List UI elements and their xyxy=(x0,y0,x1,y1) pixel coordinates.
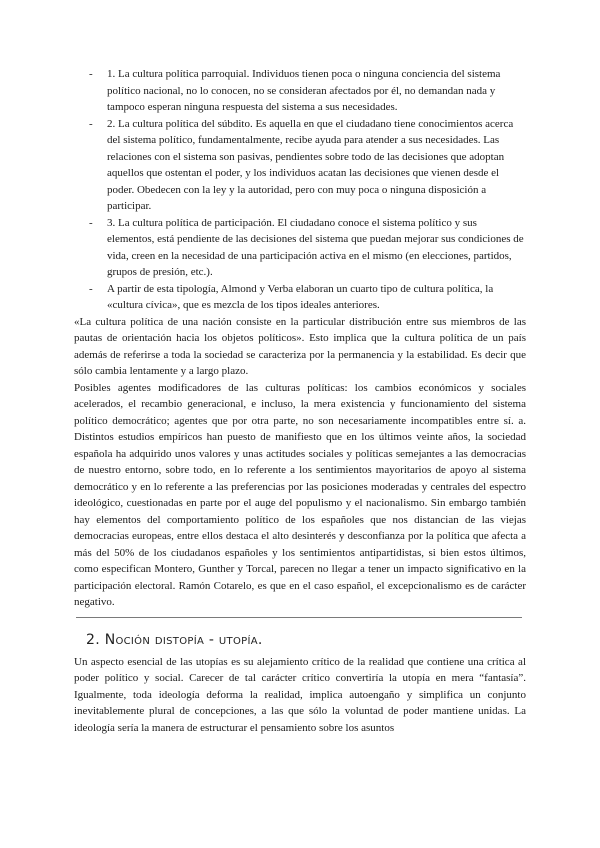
section-heading: 2. Noción distopía - utopía. xyxy=(86,631,263,648)
list-item-text: A partir de esta tipología, Almond y Verba elaboran un cuarto tipo de cultura política, la «cultura cívica», que es mezcla de los tipos ideales anteriores. xyxy=(107,282,494,311)
list-bullet: - xyxy=(89,216,93,229)
political-culture-list xyxy=(74,66,526,314)
definition-paragraph: «La cultura política de una nación consiste en la particular distribución entre sus miembros de las pautas de orientación hacia los objetos políticos». Esto implica que la cultura política de un país además de referirse a toda la sociedad se caracteriza por la permanencia y la estabilidad. Es decir que sólo cambia lentamente y a largo plazo. xyxy=(74,315,526,377)
agents-paragraph: Posibles agentes modificadores de las culturas políticas: los cambios económicos y sociales acelerados, el recambio generacional, e incluso, la mera existencia y funcionamiento del sistema político democrático; agentes que por otra parte, no son necesariamente incompatibles entre sí. a. Distintos estudios empíricos han puesto de manifiesto que en los últimos veinte años, la sociedad española ha adquirido unos valores y unas actitudes sociales y políticas semejantes a las democracias de nuestro entorno, sobre todo, en lo referente a los sentimientos mayoritarios de apoyo al sistema democrático y en lo referente a las preferencias por las posiciones moderadas y centrales del espectro ideológico, cuestionadas en parte por el auge del populismo y el nacionalismo. Sin embargo también hay elementos del comportamiento político de los españoles que nos distancian de las viejas democracias europeas, entre ellos destaca el alto desinterés y desconfianza por la política que afecta a más del 50% de los ciudadanos españoles y los sentimientos antipartidistas, si bien estos últimos, como especifican Montero, Gunther y Torcal, parecen no llegar a tener un impacto significativo en la participación electoral. Ramón Cotarelo, es que en el caso español, el excepcionalismo es de carácter negativo. xyxy=(74,381,526,608)
page-content xyxy=(74,66,526,736)
list-item-text: 2. La cultura política del súbdito. Es aquella en que el ciudadano tiene conocimientos acerca del sistema político, fundamentalmente, recibe ayuda para atender a sus necesidades. Las relaciones con el sistema son pasivas, pendientes sobre todo de las decisiones que adoptan aquellos que ostentan el poder, y los individuos acatan las decisiones que vienen desde el poder. Obedecen con la ley y la autoridad, pero con muy poca o ninguna disposición a participar. xyxy=(107,117,514,212)
section-divider xyxy=(76,617,522,618)
list-item xyxy=(74,116,526,215)
list-bullet: - xyxy=(89,117,93,130)
list-item xyxy=(74,66,526,116)
list-item xyxy=(74,281,526,314)
list-item-text: 1. La cultura política parroquial. Individuos tienen poca o ninguna conciencia del sistema político nacional, no lo conocen, no se consideran afectados por él, no demandan nada y tampoco esperan ninguna respuesta del sistema a sus necesidades. xyxy=(107,68,501,113)
list-bullet: - xyxy=(89,68,93,80)
list-item-text: 3. La cultura política de participación. El ciudadano conoce el sistema político y sus elementos, está pendiente de las decisiones del sistema que puedan mejorar sus condiciones de vida, creen en la necesidad de una participación activa en el mismo (en elecciones, partidos, grupos de presión, etc.). xyxy=(107,216,524,278)
list-bullet: - xyxy=(89,282,93,295)
list-item xyxy=(74,215,526,281)
utopia-paragraph: Un aspecto esencial de las utopías es su alejamiento crítico de la realidad que contiene una crítica al poder político y social. Carecer de tal carácter crítico convertiría la utopía en mera “fantasía”. Igualmente, toda ideología deforma la realidad, implica autoengaño y simplifica un conjunto inevitablemente plural de concepciones, a las que sólo la voluntad de poder mantiene unidas. La ideología sería la manera de estructurar el pensamiento sobre los asuntos xyxy=(74,655,526,734)
